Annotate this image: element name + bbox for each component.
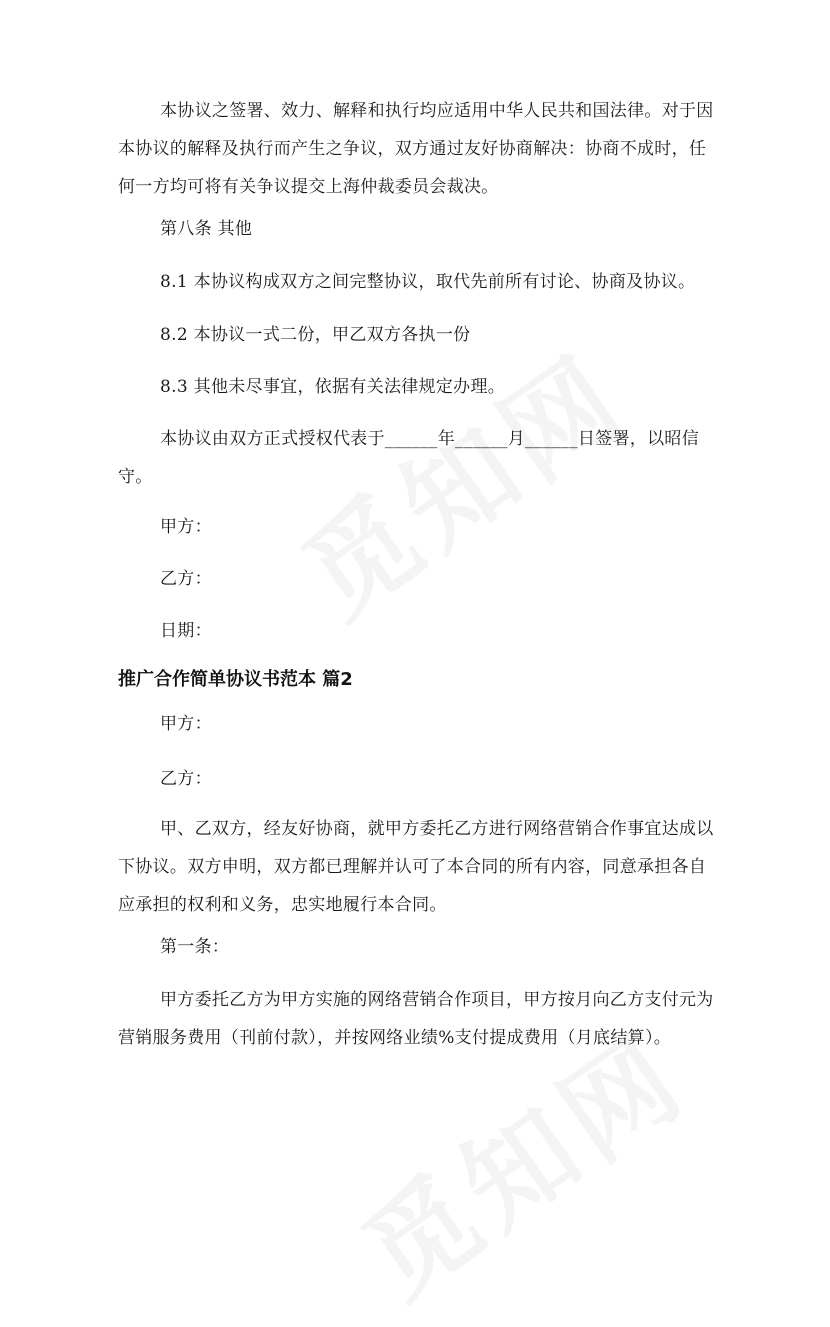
party-b-label: 乙方：	[160, 569, 212, 589]
paragraph-line: 守。	[118, 467, 153, 487]
clause-8-2: 8.2 本协议一式二份，甲乙双方各执一份	[160, 325, 471, 345]
article-1-paragraph	[118, 981, 718, 1057]
paragraph-line: 甲方委托乙方为甲方实施的网络营销合作项目，甲方按月向乙方支付元为	[160, 990, 714, 1010]
party-a-label: 甲方：	[160, 714, 212, 734]
paragraph-line: 本协议之签署、效力、解释和执行均应适用中华人民共和国法律。对于因	[160, 101, 714, 121]
signing-paragraph	[118, 420, 718, 496]
section-heading: 推广合作简单协议书范本 篇2	[118, 669, 353, 690]
article-8-title: 第八条 其他	[160, 219, 253, 239]
paragraph-line: 应承担的权利和义务，忠实地履行本合同。	[118, 895, 447, 915]
party-a-label: 甲方：	[160, 517, 212, 537]
paragraph-line: 本协议的解释及执行而产生之争议，双方通过友好协商解决：协商不成时，任	[118, 139, 707, 159]
paragraph-line: 甲、乙双方，经友好协商，就甲方委托乙方进行网络营销合作事宜达成以	[160, 819, 714, 839]
paragraph-line: 何一方均可将有关争议提交上海仲裁委员会裁决。	[118, 177, 499, 197]
paragraph-line: 营销服务费用（刊前付款），并按网络业绩%支付提成费用（月底结算）。	[118, 1028, 672, 1048]
paragraph-line: 下协议。双方申明，双方都已理解并认可了本合同的所有内容，同意承担各自	[118, 857, 707, 877]
law-paragraph	[118, 92, 718, 206]
article-1-title: 第一条：	[160, 937, 230, 957]
paragraph-line: 本协议由双方正式授权代表于______年______月______日签署，以昭信	[160, 429, 699, 449]
clause-8-1: 8.1 本协议构成双方之间完整协议，取代先前所有讨论、协商及协议。	[160, 272, 696, 292]
intro-paragraph	[118, 810, 718, 924]
party-b-label: 乙方：	[160, 769, 212, 789]
date-label: 日期：	[160, 621, 212, 641]
clause-8-3: 8.3 其他未尽事宜，依据有关法律规定办理。	[160, 377, 506, 397]
